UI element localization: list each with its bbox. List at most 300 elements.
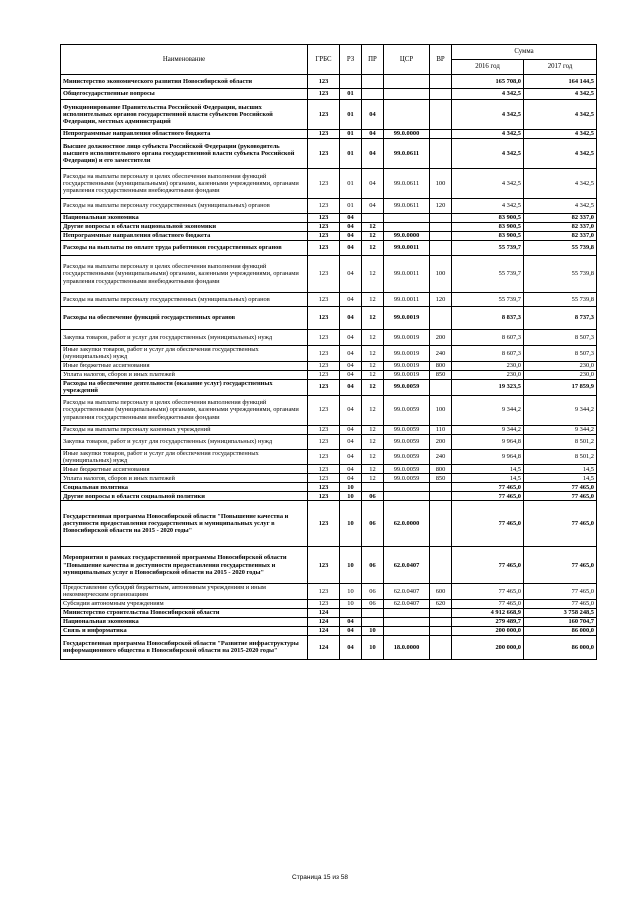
cell-vr	[430, 100, 452, 130]
cell-pr: 12	[362, 395, 384, 425]
cell-grbs: 123	[308, 256, 340, 293]
cell-vr	[430, 379, 452, 395]
cell-rz: 04	[340, 425, 362, 434]
cell-2016: 4 342,5	[452, 100, 524, 130]
cell-grbs: 123	[308, 75, 340, 89]
cell-vr	[430, 608, 452, 617]
cell-2017: 230,0	[524, 370, 597, 379]
cell-csr: 99.0.0011	[384, 293, 430, 307]
cell-pr: 12	[362, 241, 384, 256]
col-header-pr: ПР	[362, 45, 384, 75]
cell-2017: 4 342,5	[524, 139, 597, 169]
cell-csr	[384, 89, 430, 100]
cell-csr: 99.0.0011	[384, 241, 430, 256]
cell-name: Расходы на выплаты персоналу государственных (муниципальных) органов	[61, 199, 308, 214]
cell-2017: 4 342,5	[524, 199, 597, 214]
cell-vr: 200	[430, 434, 452, 449]
cell-name: Расходы на выплаты персоналу в целях обеспечения выполнения функций государственными (муниципальными) органами, казенными учреждениями, органами управления государственными внебюджетными фондами	[61, 256, 308, 293]
cell-grbs: 123	[308, 346, 340, 362]
cell-vr	[430, 139, 452, 169]
cell-2017: 55 739,8	[524, 293, 597, 307]
cell-2016: 4 912 668,9	[452, 608, 524, 617]
cell-pr: 04	[362, 169, 384, 199]
cell-2016: 230,0	[452, 370, 524, 379]
cell-pr: 12	[362, 232, 384, 241]
cell-name: Расходы на выплаты персоналу казенных учреждений	[61, 425, 308, 434]
cell-name: Уплата налогов, сборов и иных платежей	[61, 370, 308, 379]
cell-2016: 9 344,2	[452, 395, 524, 425]
cell-pr: 12	[362, 293, 384, 307]
cell-csr: 99.0.0611	[384, 139, 430, 169]
cell-name: Иные закупки товаров, работ и услуг для обеспечения государственных (муниципальных) нужд	[61, 346, 308, 362]
cell-2016: 77 465,0	[452, 599, 524, 608]
cell-name: Расходы на выплаты по оплате труда работников государственных органов	[61, 241, 308, 256]
cell-csr: 99.0.0611	[384, 199, 430, 214]
cell-csr: 99.0.0019	[384, 346, 430, 362]
cell-grbs: 123	[308, 361, 340, 370]
cell-2017: 230,0	[524, 361, 597, 370]
table-row	[61, 223, 597, 232]
cell-grbs: 123	[308, 370, 340, 379]
cell-2017: 160 704,7	[524, 617, 597, 626]
cell-grbs: 123	[308, 474, 340, 483]
cell-grbs: 123	[308, 223, 340, 232]
cell-2016: 4 342,5	[452, 89, 524, 100]
cell-grbs: 123	[308, 434, 340, 449]
col-header-2017: 2017 год	[524, 60, 597, 75]
cell-grbs: 124	[308, 635, 340, 659]
cell-grbs: 123	[308, 100, 340, 130]
cell-vr	[430, 75, 452, 89]
cell-rz: 10	[340, 492, 362, 501]
cell-vr	[430, 501, 452, 547]
cell-2017: 8 507,3	[524, 346, 597, 362]
table-row	[61, 100, 597, 130]
cell-pr: 12	[362, 346, 384, 362]
cell-pr: 12	[362, 361, 384, 370]
table-row	[61, 608, 597, 617]
cell-vr: 100	[430, 169, 452, 199]
cell-name: Иные закупки товаров, работ и услуг для обеспечения государственных (муниципальных) нужд	[61, 449, 308, 465]
cell-vr	[430, 241, 452, 256]
cell-name: Социальная политика	[61, 483, 308, 492]
cell-2017: 9 344,2	[524, 425, 597, 434]
cell-vr	[430, 223, 452, 232]
cell-2016: 83 900,5	[452, 232, 524, 241]
cell-csr	[384, 223, 430, 232]
cell-rz: 04	[340, 232, 362, 241]
table-row	[61, 199, 597, 214]
cell-vr	[430, 483, 452, 492]
cell-name: Расходы на обеспечение функций государственных органов	[61, 307, 308, 330]
table-row	[61, 307, 597, 330]
cell-2016: 4 342,5	[452, 199, 524, 214]
cell-rz: 04	[340, 449, 362, 465]
cell-2016: 4 342,5	[452, 130, 524, 139]
cell-2016: 4 342,5	[452, 169, 524, 199]
table-row	[61, 346, 597, 362]
cell-pr: 12	[362, 330, 384, 346]
cell-csr	[384, 100, 430, 130]
cell-rz: 01	[340, 139, 362, 169]
cell-csr: 99.0.0011	[384, 256, 430, 293]
cell-name: Непрограммные направления областного бюджета	[61, 130, 308, 139]
cell-2017: 4 342,5	[524, 100, 597, 130]
cell-2017: 4 342,5	[524, 169, 597, 199]
cell-grbs: 123	[308, 130, 340, 139]
cell-2016: 19 323,5	[452, 379, 524, 395]
cell-pr	[362, 608, 384, 617]
cell-2017: 77 465,0	[524, 501, 597, 547]
cell-csr	[384, 608, 430, 617]
cell-name: Уплата налогов, сборов и иных платежей	[61, 474, 308, 483]
cell-2016: 55 739,7	[452, 241, 524, 256]
table-row	[61, 241, 597, 256]
cell-2016: 279 489,7	[452, 617, 524, 626]
cell-2016: 4 342,5	[452, 139, 524, 169]
cell-name: Национальная экономика	[61, 617, 308, 626]
cell-grbs: 124	[308, 608, 340, 617]
budget-table	[60, 44, 597, 660]
cell-2017: 8 737,3	[524, 307, 597, 330]
table-row	[61, 483, 597, 492]
cell-pr: 12	[362, 465, 384, 474]
table-row	[61, 169, 597, 199]
table-row	[61, 449, 597, 465]
cell-vr	[430, 492, 452, 501]
cell-2016: 77 465,0	[452, 492, 524, 501]
cell-rz: 10	[340, 584, 362, 600]
cell-rz: 01	[340, 89, 362, 100]
table-row	[61, 474, 597, 483]
cell-name: Непрограммные направления областного бюджета	[61, 232, 308, 241]
cell-rz: 01	[340, 130, 362, 139]
cell-name: Другие вопросы в области социальной политики	[61, 492, 308, 501]
col-header-2016: 2016 год	[452, 60, 524, 75]
cell-vr	[430, 617, 452, 626]
cell-name: Высшее должностное лицо субъекта Российской Федерации (руководитель высшего исполнительного органа государственной власти субъекта Российской Федерации) и его заместители	[61, 139, 308, 169]
cell-name: Расходы на выплаты персоналу в целях обеспечения выполнения функций государственными (муниципальными) органами, казенными учреждениями, органами управления государственными внебюджетными фондами	[61, 169, 308, 199]
cell-rz: 01	[340, 199, 362, 214]
cell-pr: 12	[362, 449, 384, 465]
table-row	[61, 425, 597, 434]
cell-vr: 800	[430, 361, 452, 370]
cell-csr: 99.0.0059	[384, 465, 430, 474]
cell-rz: 04	[340, 330, 362, 346]
cell-name: Субсидии автономным учреждениям	[61, 599, 308, 608]
cell-2016: 9 964,8	[452, 434, 524, 449]
cell-rz: 04	[340, 474, 362, 483]
cell-csr	[384, 75, 430, 89]
cell-2017: 14,5	[524, 465, 597, 474]
table-row	[61, 214, 597, 223]
cell-name: Государственная программа Новосибирской области "Повышение качества и доступности предоставления государственных и муниципальных услуг в Новосибирской области на 2015 - 2020 годы"	[61, 501, 308, 547]
cell-2016: 77 465,0	[452, 584, 524, 600]
cell-vr	[430, 89, 452, 100]
cell-name: Расходы на обеспечение деятельности (оказание услуг) государственных учреждений	[61, 379, 308, 395]
cell-pr: 06	[362, 547, 384, 584]
table-row	[61, 547, 597, 584]
cell-name: Государственная программа Новосибирской области "Развитие инфраструктуры информационного общества в Новосибирской области на 2015-2020 годы"	[61, 635, 308, 659]
cell-csr: 99.0.0059	[384, 425, 430, 434]
cell-2016: 83 900,5	[452, 223, 524, 232]
cell-grbs: 123	[308, 330, 340, 346]
cell-rz: 04	[340, 434, 362, 449]
cell-rz: 04	[340, 617, 362, 626]
table-row	[61, 395, 597, 425]
cell-grbs: 123	[308, 501, 340, 547]
cell-2017: 86 000,0	[524, 626, 597, 635]
cell-2017: 77 465,0	[524, 547, 597, 584]
cell-2016: 14,5	[452, 474, 524, 483]
table-body	[61, 75, 597, 660]
cell-grbs: 123	[308, 483, 340, 492]
cell-2016: 55 739,7	[452, 293, 524, 307]
cell-2017: 77 465,0	[524, 492, 597, 501]
cell-csr: 62.0.0000	[384, 501, 430, 547]
table-row	[61, 501, 597, 547]
cell-2017: 77 465,0	[524, 483, 597, 492]
table-row	[61, 232, 597, 241]
cell-rz: 04	[340, 214, 362, 223]
cell-grbs: 123	[308, 547, 340, 584]
table-row	[61, 626, 597, 635]
cell-grbs: 123	[308, 449, 340, 465]
cell-2017: 164 144,5	[524, 75, 597, 89]
cell-pr	[362, 214, 384, 223]
cell-2017: 4 342,5	[524, 89, 597, 100]
cell-pr	[362, 617, 384, 626]
cell-pr: 12	[362, 434, 384, 449]
cell-csr: 62.0.0407	[384, 547, 430, 584]
cell-pr: 06	[362, 599, 384, 608]
cell-csr: 99.0.0059	[384, 474, 430, 483]
cell-2016: 8 837,3	[452, 307, 524, 330]
cell-name: Мероприятия в рамках государственной программы Новосибирской области "Повышение качества и доступности предоставления государственных и муниципальных услуг в Новосибирской области на 2015 - 2020 годы"	[61, 547, 308, 584]
table-row	[61, 370, 597, 379]
cell-pr: 10	[362, 635, 384, 659]
cell-vr: 800	[430, 465, 452, 474]
cell-2016: 77 465,0	[452, 483, 524, 492]
cell-2017: 9 344,2	[524, 395, 597, 425]
cell-pr: 04	[362, 139, 384, 169]
cell-vr: 100	[430, 256, 452, 293]
cell-rz: 10	[340, 501, 362, 547]
cell-pr: 12	[362, 474, 384, 483]
cell-2017: 8 501,2	[524, 449, 597, 465]
cell-pr	[362, 75, 384, 89]
cell-vr	[430, 626, 452, 635]
cell-csr: 99.0.0019	[384, 330, 430, 346]
table-row	[61, 617, 597, 626]
cell-2016: 9 344,2	[452, 425, 524, 434]
cell-grbs: 124	[308, 617, 340, 626]
cell-vr: 850	[430, 474, 452, 483]
cell-csr: 99.0.0059	[384, 395, 430, 425]
cell-2017: 82 337,0	[524, 223, 597, 232]
cell-2017: 77 465,0	[524, 599, 597, 608]
cell-rz: 04	[340, 346, 362, 362]
cell-grbs: 123	[308, 584, 340, 600]
cell-grbs: 123	[308, 199, 340, 214]
cell-rz: 04	[340, 293, 362, 307]
table-row	[61, 635, 597, 659]
cell-grbs: 123	[308, 379, 340, 395]
table-row	[61, 293, 597, 307]
cell-grbs: 124	[308, 626, 340, 635]
cell-pr	[362, 89, 384, 100]
table-row	[61, 139, 597, 169]
cell-grbs: 123	[308, 599, 340, 608]
cell-vr	[430, 232, 452, 241]
cell-2017: 17 859,9	[524, 379, 597, 395]
cell-2016: 55 739,7	[452, 256, 524, 293]
cell-csr	[384, 492, 430, 501]
cell-rz: 04	[340, 223, 362, 232]
cell-name: Предоставление субсидий бюджетным, автономным учреждениям и иным некоммерческим организациям	[61, 584, 308, 600]
cell-grbs: 123	[308, 214, 340, 223]
col-header-sum: Сумма	[452, 45, 597, 60]
page-footer: Страница 15 из 58	[292, 874, 348, 881]
cell-2017: 8 501,2	[524, 434, 597, 449]
cell-vr: 120	[430, 199, 452, 214]
cell-csr: 99.0.0059	[384, 449, 430, 465]
cell-vr: 850	[430, 370, 452, 379]
col-header-grbs: ГРБС	[308, 45, 340, 75]
cell-csr: 99.0.0611	[384, 169, 430, 199]
cell-pr: 06	[362, 584, 384, 600]
cell-csr	[384, 626, 430, 635]
cell-grbs: 123	[308, 232, 340, 241]
cell-pr: 12	[362, 256, 384, 293]
cell-rz	[340, 75, 362, 89]
table-row	[61, 492, 597, 501]
cell-pr: 12	[362, 379, 384, 395]
cell-2017: 82 337,0	[524, 214, 597, 223]
col-header-csr: ЦСР	[384, 45, 430, 75]
cell-vr	[430, 635, 452, 659]
cell-2017: 3 758 248,5	[524, 608, 597, 617]
cell-rz: 04	[340, 635, 362, 659]
cell-name: Министерство экономического развития Новосибирской области	[61, 75, 308, 89]
cell-rz	[340, 608, 362, 617]
col-header-vr: ВР	[430, 45, 452, 75]
cell-rz: 01	[340, 169, 362, 199]
cell-vr	[430, 307, 452, 330]
cell-csr: 99.0.0019	[384, 361, 430, 370]
cell-2017: 14,5	[524, 474, 597, 483]
cell-vr: 240	[430, 346, 452, 362]
cell-rz: 04	[340, 379, 362, 395]
cell-2017: 4 342,5	[524, 130, 597, 139]
cell-csr: 99.0.0000	[384, 232, 430, 241]
cell-pr: 06	[362, 501, 384, 547]
table-row	[61, 130, 597, 139]
table-row	[61, 434, 597, 449]
cell-pr: 10	[362, 626, 384, 635]
cell-vr	[430, 214, 452, 223]
cell-2016: 8 607,3	[452, 346, 524, 362]
cell-2016: 8 607,3	[452, 330, 524, 346]
cell-grbs: 123	[308, 395, 340, 425]
cell-csr	[384, 617, 430, 626]
cell-csr	[384, 214, 430, 223]
cell-rz: 04	[340, 241, 362, 256]
cell-rz: 01	[340, 100, 362, 130]
cell-grbs: 123	[308, 307, 340, 330]
cell-2017: 8 507,3	[524, 330, 597, 346]
table-row	[61, 256, 597, 293]
cell-rz: 10	[340, 547, 362, 584]
cell-name: Закупка товаров, работ и услуг для государственных (муниципальных) нужд	[61, 330, 308, 346]
cell-pr	[362, 483, 384, 492]
cell-rz: 04	[340, 370, 362, 379]
cell-rz: 04	[340, 395, 362, 425]
cell-rz: 10	[340, 483, 362, 492]
table-row	[61, 599, 597, 608]
cell-2016: 230,0	[452, 361, 524, 370]
cell-grbs: 123	[308, 241, 340, 256]
table-row	[61, 361, 597, 370]
cell-pr: 06	[362, 492, 384, 501]
cell-grbs: 123	[308, 492, 340, 501]
cell-pr: 04	[362, 100, 384, 130]
cell-vr: 600	[430, 584, 452, 600]
cell-pr: 12	[362, 370, 384, 379]
cell-csr: 99.0.0019	[384, 370, 430, 379]
cell-csr: 99.0.0000	[384, 130, 430, 139]
cell-pr: 12	[362, 425, 384, 434]
cell-csr	[384, 483, 430, 492]
cell-name: Функционирование Правительства Российской Федерации, высших исполнительных органов государственной власти субъектов Российской Федерации, местных администраций	[61, 100, 308, 130]
cell-name: Общегосударственные вопросы	[61, 89, 308, 100]
cell-2016: 200 000,0	[452, 635, 524, 659]
cell-csr: 99.0.0059	[384, 434, 430, 449]
table-row	[61, 584, 597, 600]
cell-2017: 82 337,0	[524, 232, 597, 241]
cell-vr	[430, 130, 452, 139]
cell-2016: 77 465,0	[452, 547, 524, 584]
cell-rz: 04	[340, 256, 362, 293]
cell-rz: 04	[340, 361, 362, 370]
cell-2016: 83 900,5	[452, 214, 524, 223]
cell-vr: 120	[430, 293, 452, 307]
cell-grbs: 123	[308, 139, 340, 169]
cell-csr: 99.0.0059	[384, 379, 430, 395]
cell-vr: 110	[430, 425, 452, 434]
cell-rz: 04	[340, 307, 362, 330]
cell-2017: 77 465,0	[524, 584, 597, 600]
cell-2016: 9 964,8	[452, 449, 524, 465]
cell-vr: 200	[430, 330, 452, 346]
table-row	[61, 330, 597, 346]
cell-name: Иные бюджетные ассигнования	[61, 465, 308, 474]
cell-name: Другие вопросы в области национальной экономики	[61, 223, 308, 232]
cell-pr: 04	[362, 199, 384, 214]
cell-name: Расходы на выплаты персоналу государственных (муниципальных) органов	[61, 293, 308, 307]
cell-grbs: 123	[308, 293, 340, 307]
table-row	[61, 465, 597, 474]
cell-rz: 10	[340, 599, 362, 608]
cell-name: Иные бюджетные ассигнования	[61, 361, 308, 370]
table-row	[61, 379, 597, 395]
cell-csr: 99.0.0019	[384, 307, 430, 330]
cell-vr	[430, 547, 452, 584]
cell-name: Национальная экономика	[61, 214, 308, 223]
cell-2016: 77 465,0	[452, 501, 524, 547]
cell-2017: 55 739,8	[524, 256, 597, 293]
cell-name: Расходы на выплаты персоналу в целях обеспечения выполнения функций государственными (муниципальными) органами, казенными учреждениями, органами управления государственными внебюджетными фондами	[61, 395, 308, 425]
